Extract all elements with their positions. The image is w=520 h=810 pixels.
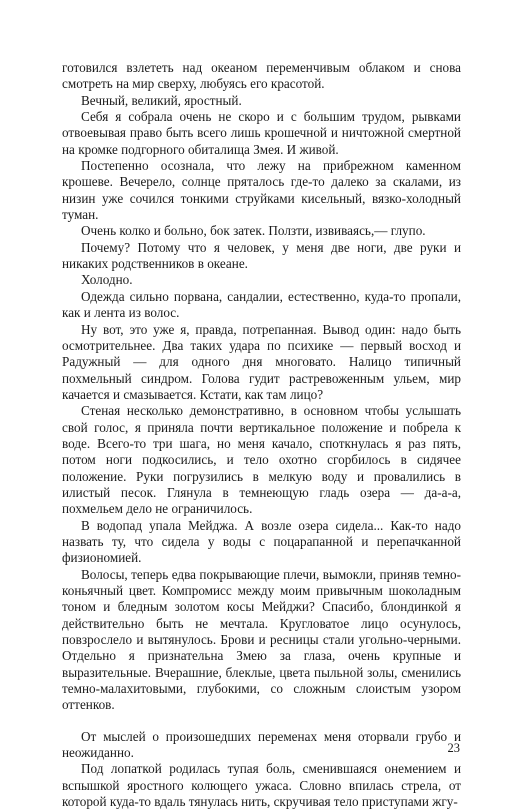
paragraph-14: Под лопаткой родилась тупая боль, сменившаяся онемением и вспышкой яростного колющего ужаса. Словно впилась стрела, от которой куда-то вдаль тянулась нить, скручивая тело приступами жгу- [62,761,461,810]
paragraph-10: Стеная несколько демонстративно, в основном чтобы услышать свой голос, я приняла почти вертикальное положение и побрела к воде. Всего-то три шага, но меня качало, споткнулась я раз пять, потом ноги подкосились, и тело охотно сгорбилось в сидячее положение. Руки погрузились в мелкую воду и провалились в илистый песок. Глянула в темнеющую гладь озера — да-а-а, похмельем дело не ограничилось. [62,403,461,517]
paragraph-5: Очень колко и больно, бок затек. Ползти, извиваясь,— глупо. [81,223,426,239]
paragraph-6: Почему? Потому что я человек, у меня две ноги, две руки и никаких родственников в океане. [62,239,461,272]
paragraph-12: Волосы, теперь едва покрывающие плечи, вымокли, приняв темно-коньячный цвет. Компромисс между моим привычным шоколадным тоном и бледным золотом косы Мейджи? Спасибо, блондинкой я действительно быть не мечтала. Кругловатое лицо осунулось, повзрослело и вытянулось. Брови и ресницы стали угольно-черными. Отдельно я признательна Змею за глаза, очень крупные и выразительные. Вчерашние, блеклые, цвета пыльной золы, сменились темно-малахитовыми, глубокими, со сложным слоистым узором оттенков. [62,566,461,713]
paragraph-3: Себя я собрала очень не скоро и с большим трудом, рывками отвоевывая право быть всего лишь крошечной и ничтожной смертной на кромке подгорного обиталища Змея. И живой. [62,109,461,157]
paragraph-1: готовился взлететь над океаном переменчивым облаком и снова смотреть на мир сверху, любуясь его красотой. [62,60,461,92]
paragraph-9: Ну вот, это уже я, правда, потрепанная. Вывод один: надо быть осмотрительнее. Два таких удара по психике — первый восход и Радужный — для одного дня многовато. Налицо типичный похмельный синдром. Голова гудит растревоженным ульем, мир качается и смазывается. Кстати, как там лицо? [62,321,461,402]
paragraph-13: От мыслей о произошедших переменах меня оторвали грубо и неожиданно. [62,728,461,761]
paragraph-2: Вечный, великий, яростный. [81,92,242,108]
paragraph-8: Одежда сильно порвана, сандалии, естественно, куда-то пропали, как и лента из волос. [62,288,461,321]
paragraph-4: Постепенно осознала, что лежу на прибрежном каменном крошеве. Вечерело, солнце пряталось где-то далеко за скалами, из низин уже сочился тонкими струйками кисельный, вязко-холодный туман. [62,158,461,223]
body-text [62,60,461,810]
paragraph-7: Холодно. [81,272,133,288]
page-number: 23 [447,741,460,755]
paragraph-11: В водопад упала Мейджа. А возле озера сидела... Как-то надо назвать ту, что сидела у воды с поцарапанной и перепачканной физиономией. [62,517,461,566]
